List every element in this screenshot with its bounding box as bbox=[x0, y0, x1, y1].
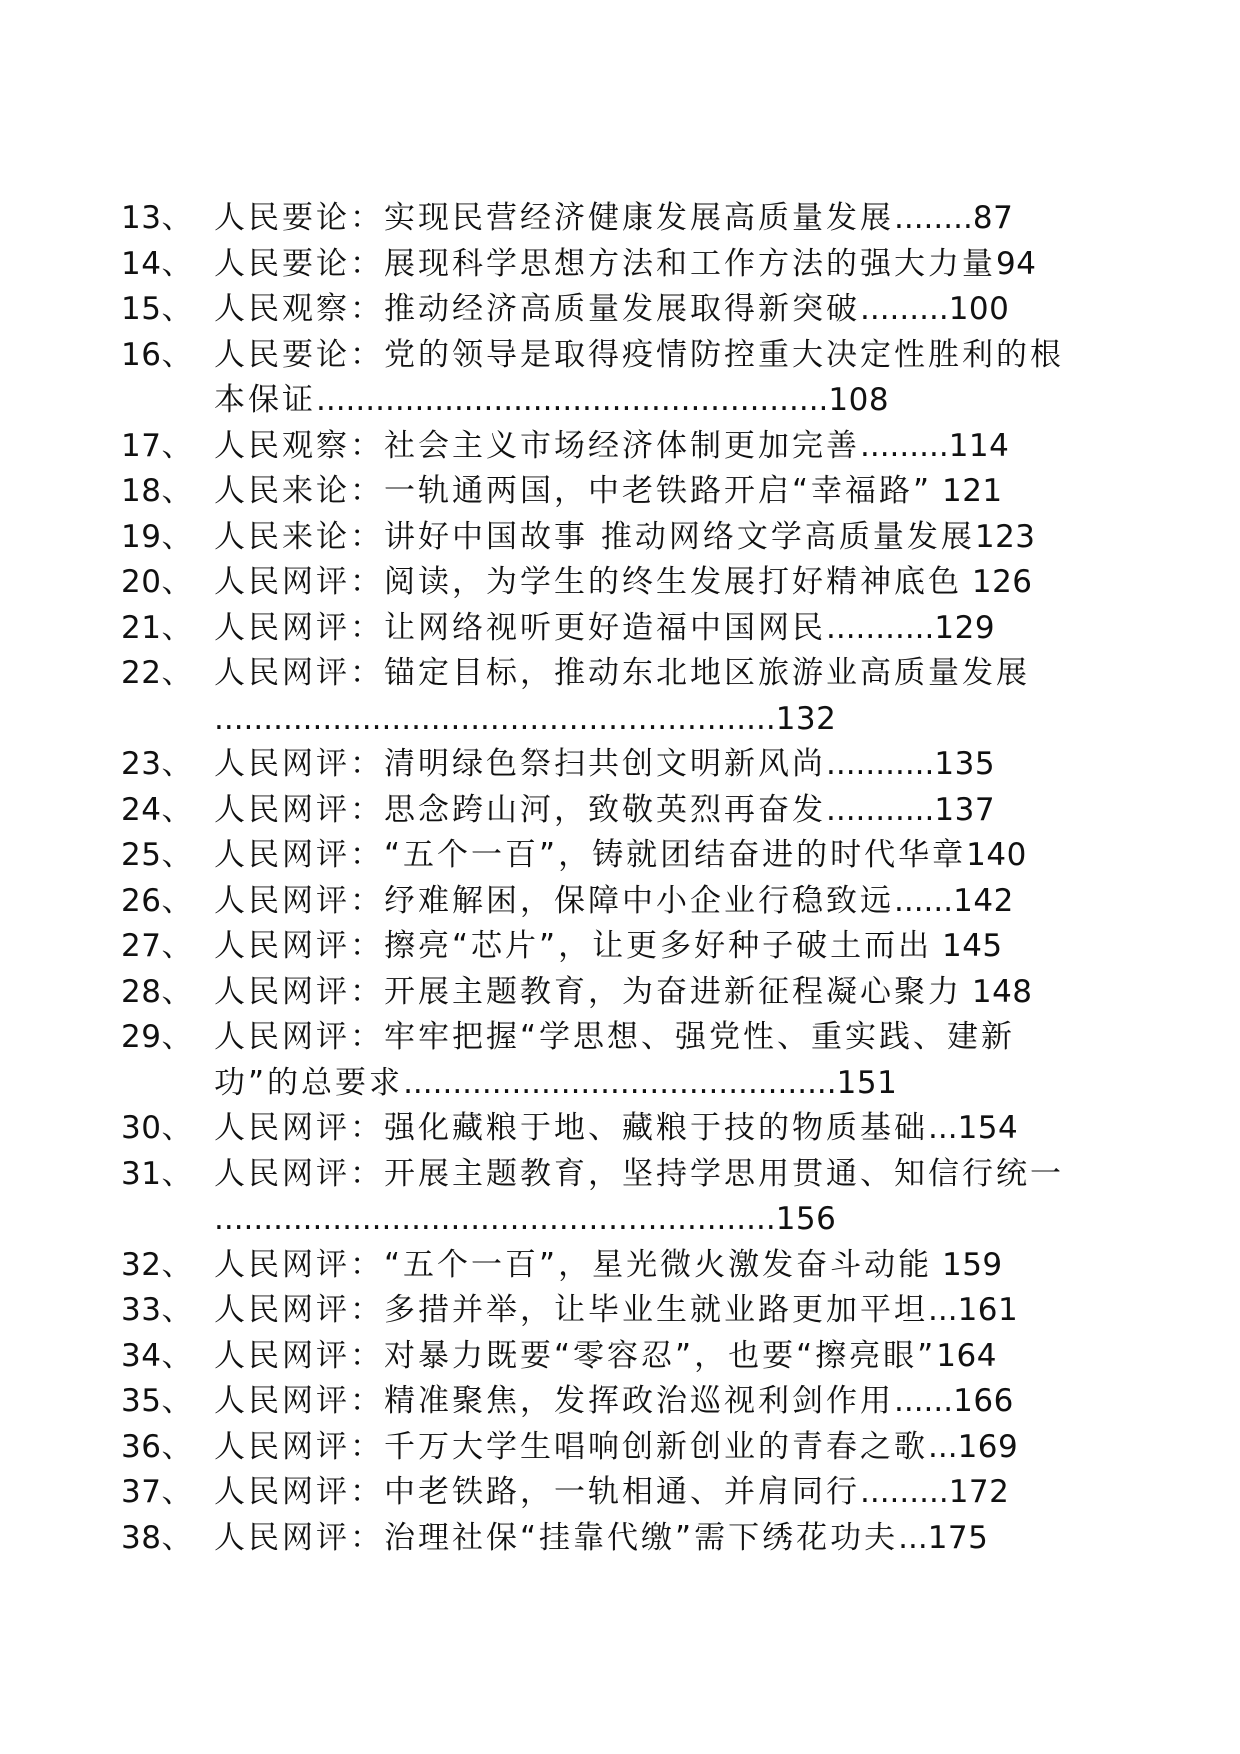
toc-leader-dots: ......................................................... bbox=[214, 1201, 776, 1237]
toc-entry-line bbox=[214, 1106, 1081, 1152]
toc-entry-body bbox=[214, 651, 1081, 742]
toc-entry-line bbox=[214, 1334, 1081, 1380]
toc-page-number: 148 bbox=[971, 973, 1033, 1010]
toc-entry-number: 28、 bbox=[121, 973, 193, 1010]
toc-page-number: 156 bbox=[775, 1201, 837, 1237]
toc-page-number: 114 bbox=[948, 427, 1010, 464]
toc-leader-dots: .................................................... bbox=[316, 382, 829, 418]
toc-entry-body bbox=[214, 1106, 1081, 1152]
toc-entry-line bbox=[214, 742, 1081, 788]
toc-entry[interactable] bbox=[121, 242, 1081, 288]
toc-entry-title: 人民网评：锚定目标，推动东北地区旅游业高质量发展 bbox=[214, 655, 1030, 691]
toc-page-number: 159 bbox=[941, 1246, 1003, 1283]
toc-entry-title: 人民要论：党的领导是取得疫情防控重大决定性胜利的根 bbox=[214, 336, 1064, 373]
toc-entry-title: 人民网评：牢牢把握“学思想、强党性、重实践、建新 bbox=[214, 1019, 1016, 1055]
toc-leader-dots bbox=[962, 564, 972, 600]
toc-entry-line bbox=[214, 287, 1081, 333]
toc-entry-line bbox=[214, 606, 1081, 652]
toc-page-number: 175 bbox=[927, 1519, 989, 1556]
toc-entry-number: 35、 bbox=[121, 1383, 193, 1419]
toc-entry-number: 36、 bbox=[121, 1428, 193, 1465]
toc-entry-title: 人民来论：一轨通两国，中老铁路开启“幸福路” bbox=[214, 473, 933, 509]
toc-entry[interactable] bbox=[121, 1425, 1081, 1471]
toc-entry[interactable] bbox=[121, 424, 1081, 470]
toc-entry-line bbox=[214, 697, 1081, 743]
toc-entry-line bbox=[214, 879, 1081, 925]
toc-entry-title: 人民网评：多措并举，让毕业生就业路更加平坦 bbox=[214, 1292, 928, 1328]
toc-entry-title: 人民网评：擦亮“芯片”，让更多好种子破土而出 bbox=[214, 928, 933, 964]
toc-entry[interactable] bbox=[121, 560, 1081, 606]
toc-entry[interactable] bbox=[121, 1470, 1081, 1516]
toc-page-number: 108 bbox=[828, 382, 890, 418]
toc-entry-body bbox=[214, 196, 1081, 242]
table-of-contents bbox=[121, 196, 1081, 1561]
toc-entry-line bbox=[214, 242, 1081, 288]
toc-page-number: 161 bbox=[957, 1292, 1019, 1328]
toc-entry-number: 25、 bbox=[121, 837, 193, 873]
toc-entry-title: 人民网评：纾难解困，保障中小企业行稳致远 bbox=[214, 882, 894, 919]
toc-entry-line bbox=[214, 469, 1081, 515]
toc-entry-number: 38、 bbox=[121, 1519, 193, 1556]
toc-entry-body bbox=[214, 742, 1081, 788]
toc-entry-body bbox=[214, 1425, 1081, 1471]
toc-entry-number: 21、 bbox=[121, 609, 193, 646]
toc-entry-line bbox=[214, 970, 1081, 1016]
toc-entry-body bbox=[214, 242, 1081, 288]
toc-leader-dots: ...... bbox=[894, 1383, 954, 1419]
toc-leader-dots: ... bbox=[928, 1110, 958, 1146]
toc-entry-number: 29、 bbox=[121, 1019, 193, 1055]
toc-entry-number: 34、 bbox=[121, 1337, 193, 1374]
toc-entry-body bbox=[214, 515, 1081, 561]
toc-entry-number: 19、 bbox=[121, 518, 193, 555]
toc-entry-line bbox=[214, 378, 1081, 424]
toc-entry[interactable] bbox=[121, 1015, 1081, 1106]
toc-entry-body bbox=[214, 833, 1081, 879]
toc-entry-title: 人民要论：实现民营经济健康发展高质量发展 bbox=[214, 200, 894, 236]
toc-entry-line bbox=[214, 1152, 1081, 1198]
toc-entry-title: 人民网评：“五个一百”，铸就团结奋进的时代华章 bbox=[214, 837, 967, 873]
toc-entry-number: 32、 bbox=[121, 1246, 193, 1283]
toc-entry-line bbox=[214, 515, 1081, 561]
toc-leader-dots: ........... bbox=[826, 746, 935, 782]
toc-leader-dots: ... bbox=[928, 1292, 958, 1328]
toc-entry-body bbox=[214, 970, 1081, 1016]
toc-entry-number: 31、 bbox=[121, 1155, 193, 1192]
toc-entry[interactable] bbox=[121, 1379, 1081, 1425]
toc-page-number: 169 bbox=[957, 1428, 1019, 1465]
toc-entry-line bbox=[214, 424, 1081, 470]
toc-entry-title: 人民网评：治理社保“挂靠代缴”需下绣花功夫 bbox=[214, 1519, 899, 1556]
toc-leader-dots bbox=[962, 974, 972, 1010]
toc-entry-body bbox=[214, 287, 1081, 333]
toc-entry-title: 人民网评：清明绿色祭扫共创文明新风尚 bbox=[214, 746, 826, 782]
toc-page-number: 140 bbox=[966, 837, 1027, 873]
toc-page-number: 132 bbox=[775, 700, 837, 737]
toc-page-number: 151 bbox=[836, 1064, 898, 1101]
toc-entry-body bbox=[214, 1379, 1081, 1425]
toc-entry-title: 人民观察：社会主义市场经济体制更加完善 bbox=[214, 427, 860, 464]
toc-entry-body bbox=[214, 1470, 1081, 1516]
toc-entry[interactable] bbox=[121, 1243, 1081, 1289]
toc-page-number: 129 bbox=[934, 609, 996, 646]
toc-entry-title: 人民观察：推动经济高质量发展取得新突破 bbox=[214, 291, 860, 327]
toc-entry-line bbox=[214, 1470, 1081, 1516]
toc-entry[interactable] bbox=[121, 788, 1081, 834]
toc-page-number: 137 bbox=[934, 791, 996, 828]
toc-entry-line bbox=[214, 788, 1081, 834]
toc-entry-body bbox=[214, 1243, 1081, 1289]
toc-entry[interactable] bbox=[121, 742, 1081, 788]
toc-entry-body bbox=[214, 788, 1081, 834]
toc-entry-body bbox=[214, 1152, 1081, 1243]
toc-entry-number: 26、 bbox=[121, 882, 193, 919]
toc-entry-line bbox=[214, 1197, 1081, 1243]
toc-page-number: 172 bbox=[948, 1474, 1010, 1510]
toc-entry-line bbox=[214, 651, 1081, 697]
toc-entry[interactable] bbox=[121, 924, 1081, 970]
toc-entry[interactable] bbox=[121, 515, 1081, 561]
toc-entry[interactable] bbox=[121, 333, 1081, 424]
toc-entry-number: 13、 bbox=[121, 200, 193, 236]
toc-entry-number: 23、 bbox=[121, 746, 193, 782]
toc-entry[interactable] bbox=[121, 1106, 1081, 1152]
toc-entry-title: 人民网评：千万大学生唱响创新创业的青春之歌 bbox=[214, 1428, 928, 1465]
toc-entry-body bbox=[214, 1288, 1081, 1334]
toc-entry-title: 人民网评：思念跨山河，致敬英烈再奋发 bbox=[214, 791, 826, 828]
toc-entry-number: 22、 bbox=[121, 655, 193, 691]
toc-page-number: 100 bbox=[948, 291, 1010, 327]
toc-entry-body bbox=[214, 560, 1081, 606]
toc-entry-title: 人民来论：讲好中国故事 推动网络文学高质量发展 bbox=[214, 518, 975, 555]
toc-entry-title: 人民网评：让网络视听更好造福中国网民 bbox=[214, 609, 826, 646]
toc-entry-title: 人民网评：对暴力既要“零容忍”，也要“擦亮眼” bbox=[214, 1337, 937, 1374]
toc-entry-title: 本保证 bbox=[214, 382, 316, 418]
toc-entry-body bbox=[214, 1334, 1081, 1380]
toc-entry-title: 人民网评：“五个一百”，星光微火激发奋斗动能 bbox=[214, 1246, 933, 1283]
toc-entry-number: 16、 bbox=[121, 336, 193, 373]
toc-entry-line bbox=[214, 1425, 1081, 1471]
toc-entry-title: 人民网评：开展主题教育，坚持学思用贯通、知信行统一 bbox=[214, 1155, 1064, 1192]
toc-page-number: 126 bbox=[971, 564, 1033, 600]
toc-entry-title: 人民网评：中老铁路，一轨相通、并肩同行 bbox=[214, 1474, 860, 1510]
toc-page-number: 142 bbox=[953, 882, 1014, 919]
toc-entry[interactable] bbox=[121, 1152, 1081, 1243]
toc-entry-body bbox=[214, 1516, 1081, 1562]
toc-entry-line bbox=[214, 196, 1081, 242]
toc-page-number: 135 bbox=[934, 746, 996, 782]
toc-entry-line bbox=[214, 560, 1081, 606]
toc-entry[interactable] bbox=[121, 879, 1081, 925]
toc-entry-line bbox=[214, 1061, 1081, 1107]
toc-entry-number: 20、 bbox=[121, 564, 193, 600]
toc-leader-dots: ... bbox=[898, 1519, 928, 1556]
toc-page-number: 166 bbox=[953, 1383, 1014, 1419]
toc-entry-line bbox=[214, 924, 1081, 970]
toc-entry-number: 18、 bbox=[121, 473, 193, 509]
toc-entry-body bbox=[214, 606, 1081, 652]
toc-entry-line bbox=[214, 333, 1081, 379]
toc-entry-body bbox=[214, 879, 1081, 925]
toc-entry-body bbox=[214, 333, 1081, 424]
toc-entry-number: 24、 bbox=[121, 791, 193, 828]
toc-entry-body bbox=[214, 424, 1081, 470]
toc-entry-title: 人民网评：开展主题教育，为奋进新征程凝心聚力 bbox=[214, 973, 962, 1010]
toc-leader-dots: ........... bbox=[826, 791, 935, 828]
toc-page-number: 87 bbox=[972, 200, 1014, 236]
toc-entry[interactable] bbox=[121, 287, 1081, 333]
toc-entry[interactable] bbox=[121, 970, 1081, 1016]
toc-page-number: 94 bbox=[996, 245, 1037, 282]
toc-page-number: 123 bbox=[974, 518, 1036, 555]
toc-entry-title: 人民网评：强化藏粮于地、藏粮于技的物质基础 bbox=[214, 1110, 928, 1146]
toc-entry-line bbox=[214, 1516, 1081, 1562]
toc-entry-title: 人民网评：精准聚焦，发挥政治巡视利剑作用 bbox=[214, 1383, 894, 1419]
toc-entry-line bbox=[214, 1015, 1081, 1061]
toc-leader-dots bbox=[932, 1247, 942, 1283]
toc-page-number: 154 bbox=[957, 1110, 1019, 1146]
toc-entry-number: 15、 bbox=[121, 291, 193, 327]
toc-leader-dots: ............................................ bbox=[403, 1064, 837, 1101]
toc-leader-dots: ........... bbox=[826, 609, 935, 646]
toc-entry-line bbox=[214, 1379, 1081, 1425]
toc-entry[interactable] bbox=[121, 606, 1081, 652]
toc-page-number: 164 bbox=[936, 1337, 997, 1374]
toc-leader-dots: ...... bbox=[894, 882, 954, 919]
toc-entry-body bbox=[214, 1015, 1081, 1106]
toc-entry-number: 17、 bbox=[121, 427, 193, 464]
toc-entry[interactable] bbox=[121, 651, 1081, 742]
toc-entry[interactable] bbox=[121, 196, 1081, 242]
toc-entry-title: 人民网评：阅读，为学生的终生发展打好精神底色 bbox=[214, 564, 962, 600]
toc-entry[interactable] bbox=[121, 469, 1081, 515]
toc-entry-body bbox=[214, 924, 1081, 970]
toc-entry-number: 14、 bbox=[121, 245, 193, 282]
toc-leader-dots bbox=[932, 928, 942, 964]
toc-entry[interactable] bbox=[121, 1516, 1081, 1562]
toc-entry-number: 30、 bbox=[121, 1110, 193, 1146]
toc-entry[interactable] bbox=[121, 1334, 1081, 1380]
toc-leader-dots: ......................................................... bbox=[214, 700, 776, 737]
toc-entry[interactable] bbox=[121, 1288, 1081, 1334]
toc-entry-title: 人民要论：展现科学思想方法和工作方法的强大力量 bbox=[214, 245, 996, 282]
toc-entry-body bbox=[214, 469, 1081, 515]
toc-leader-dots: ......... bbox=[860, 291, 949, 327]
toc-entry-line bbox=[214, 1243, 1081, 1289]
toc-entry-line bbox=[214, 1288, 1081, 1334]
toc-entry[interactable] bbox=[121, 833, 1081, 879]
toc-leader-dots bbox=[932, 473, 942, 509]
toc-entry-number: 37、 bbox=[121, 1474, 193, 1510]
toc-entry-number: 27、 bbox=[121, 928, 193, 964]
toc-entry-title: 功”的总要求 bbox=[214, 1064, 404, 1101]
toc-page-number: 121 bbox=[941, 473, 1003, 509]
toc-entry-line bbox=[214, 833, 1081, 879]
toc-leader-dots: ......... bbox=[860, 427, 949, 464]
toc-leader-dots: ......... bbox=[860, 1474, 949, 1510]
toc-page-number: 145 bbox=[941, 928, 1003, 964]
toc-leader-dots: ... bbox=[928, 1428, 958, 1465]
toc-entry-number: 33、 bbox=[121, 1292, 193, 1328]
toc-leader-dots: ........ bbox=[894, 200, 973, 236]
